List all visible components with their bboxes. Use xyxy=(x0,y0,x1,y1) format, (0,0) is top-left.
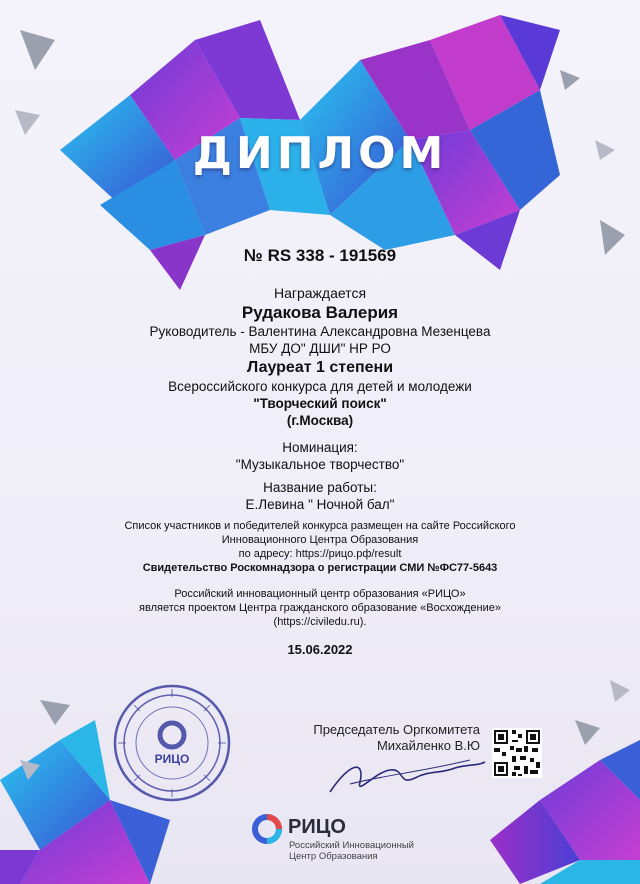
contest-city: (г.Москва) xyxy=(286,413,354,428)
info-line-3: по адресу: https://рицо.рф/result xyxy=(238,548,402,560)
diploma-body xyxy=(80,285,560,658)
info-line-1: Список участников и победителей конкурса размещен на сайте Российского xyxy=(124,520,516,532)
contest-name: "Творческий поиск" xyxy=(253,396,387,411)
laureate-title: Лауреат 1 степени xyxy=(246,359,394,376)
recipient-name: Рудакова Валерия xyxy=(241,303,399,322)
project-line-2: является проектом Центра гражданского образование «Восхождение» xyxy=(139,602,501,614)
logo-sub-line-2: Центр Образования xyxy=(289,851,378,862)
institution-line: МБУ ДО" ДШИ" НР РО xyxy=(249,341,391,356)
nomination-label: Номинация: xyxy=(282,440,358,455)
diploma-date: 15.06.2022 xyxy=(287,642,353,657)
info-line-4: Свидетельство Роскомнадзора о регистрации СМИ №ФС77-5643 xyxy=(142,562,498,574)
nomination-value: "Музыкальное творчество" xyxy=(235,457,405,472)
stamp-seal xyxy=(112,683,232,803)
chair-title: Председатель Оргкомитета xyxy=(313,722,480,737)
contest-line: Всероссийского конкурса для детей и молодежи xyxy=(168,379,472,394)
project-line-1: Российский инновационный центр образования «РИЦО» xyxy=(174,588,466,600)
work-label: Название работы: xyxy=(263,480,377,495)
awarded-label: Награждается xyxy=(273,285,367,301)
stamp-text: РИЦО xyxy=(154,752,190,766)
work-value: Е.Левина " Ночной бал" xyxy=(245,497,395,512)
chair-name: Михайленко В.Ю xyxy=(376,738,480,753)
info-line-2: Инновационного Центра Образования xyxy=(221,534,419,546)
project-line-3: (https://civiledu.ru). xyxy=(273,616,367,628)
logo-sub-line-1: Российский Инновационный xyxy=(289,840,414,851)
rico-logo-icon xyxy=(250,812,284,846)
chair-block xyxy=(275,722,480,754)
signature-image xyxy=(320,752,490,802)
logo-name: РИЦО xyxy=(288,816,346,838)
logo-subtitle xyxy=(289,840,414,862)
diploma-title: ДИПЛОМ xyxy=(192,128,448,179)
supervisor-line: Руководитель - Валентина Александровна Мезенцева xyxy=(149,324,491,339)
qr-code xyxy=(492,728,542,778)
diploma-number: № RS 338 - 191569 xyxy=(243,246,397,265)
